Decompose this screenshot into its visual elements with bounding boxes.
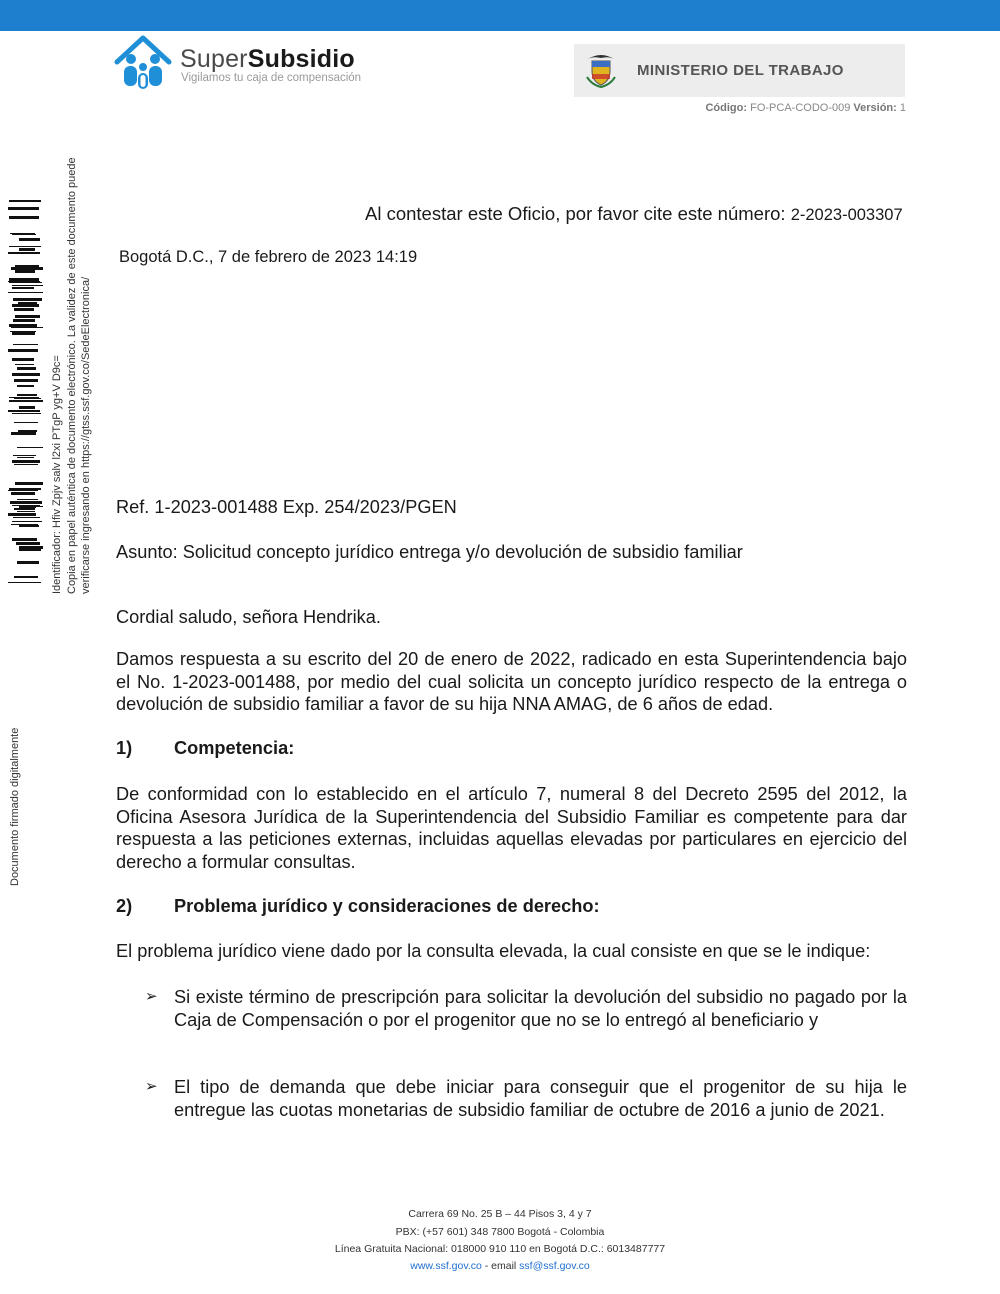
cite-number-line: Al contestar este Oficio, por favor cite este número: 2-2023-003307 (365, 203, 903, 224)
top-color-bar (0, 0, 1000, 31)
section-heading-legal-problem: 2) Problema jurídico y consideraciones de derecho: (116, 896, 600, 916)
logo-tagline: Vigilamos tu caja de compensación (181, 72, 362, 84)
colombia-coat-of-arms-icon (584, 51, 618, 89)
validity-note-line1: Copia en papel auténtica de documento electrónico. La validez de este documento puede (66, 157, 78, 594)
validity-note-line2: verificarse ingresando en https://gtss.ssf.gov.co/SedeElectronica/ (80, 276, 92, 594)
list-item (145, 1076, 907, 1121)
ministry-banner (574, 44, 905, 97)
arrow-bullet-icon: ➢ (145, 988, 158, 1005)
section-heading-competence: 1) Competencia: (116, 738, 295, 758)
email-link[interactable]: ssf@ssf.gov.co (519, 1260, 590, 1272)
reference: Ref. 1-2023-001488 Exp. 254/2023/PGEN (116, 497, 457, 517)
intro-paragraph: Damos respuesta a su escrito del 20 de enero de 2022, radicado en esta Superintendencia bajo el No. 1-2023-001488, por medio del cual solicita un concepto jurídico respecto de la entrega o devolución de subsidio familiar a favor de su hija NNA AMAG, de 6 años de edad. (116, 649, 907, 715)
supersubsidio-logo (112, 32, 380, 96)
arrow-bullet-icon: ➢ (145, 1078, 158, 1095)
list-item-text: El tipo de demanda que debe iniciar para conseguir que el progenitor de su hija le entregue las cuotas monetarias de subsidio familiar de octubre de 2016 a junio de 2021. (174, 1077, 907, 1120)
footer-phone: PBX: (+57 601) 348 7800 Bogotá - Colombia (395, 1226, 605, 1238)
footer-contact: www.ssf.gov.co - email ssf@ssf.gov.co (410, 1260, 590, 1272)
subject: Asunto: Solicitud concepto jurídico entrega y/o devolución de subsidio familiar (116, 542, 743, 562)
document-code: Código: FO-PCA-CODO-009 Versión: 1 (705, 102, 906, 114)
footer-hotline: Línea Gratuita Nacional: 018000 910 110 en Bogotá D.C.: 6013487777 (334, 1243, 666, 1255)
website-link[interactable]: www.ssf.gov.co (410, 1260, 482, 1272)
logo-wordmark: SuperSubsidio (180, 45, 355, 73)
greeting: Cordial saludo, señora Hendrika. (116, 607, 381, 627)
ministry-name: MINISTERIO DEL TRABAJO (637, 62, 844, 79)
cite-number: 2-2023-003307 (790, 206, 903, 224)
family-house-icon (112, 32, 174, 94)
legal-problem-paragraph: El problema jurídico viene dado por la consulta elevada, la cual consiste en que se le indique: (116, 941, 871, 961)
letter-date: Bogotá D.C., 7 de febrero de 2023 14:19 (119, 248, 418, 266)
document-identifier: Identificador: Hfiv Zpjv salv l2xi PTgP yg+V D9c= (51, 355, 63, 594)
list-item-text: Si existe término de prescripción para solicitar la devolución del subsidio no pagado por la Caja de Compensación o por el progenitor que no se lo entregó al beneficiario y (174, 987, 907, 1030)
footer-address: Carrera 69 No. 25 B – 44 Pisos 3, 4 y 7 (408, 1208, 592, 1220)
digitally-signed-note: Documento firmado digitalmente (9, 727, 21, 886)
vertical-barcode (8, 200, 43, 594)
list-item (145, 986, 907, 1031)
competence-paragraph: De conformidad con lo establecido en el artículo 7, numeral 8 del Decreto 2595 del 2012, la Oficina Asesora Jurídica de la Superintendencia del Subsidio Familiar es competente para dar respuesta a las peticiones externas, incluidas aquellas elevadas por particulares en ejercicio del derecho a formular consultas. (116, 784, 907, 872)
